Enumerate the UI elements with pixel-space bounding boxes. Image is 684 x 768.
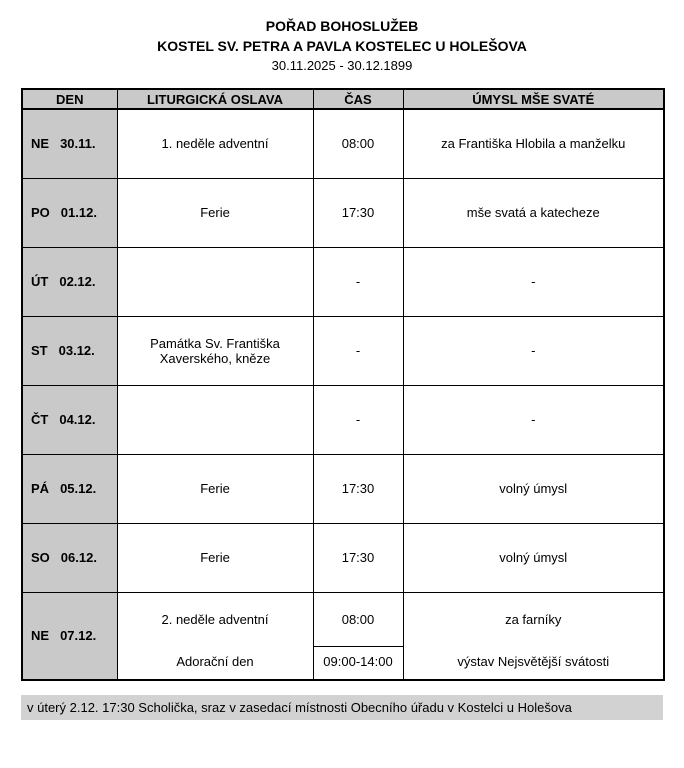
celebration-cell: [117, 247, 313, 316]
time-cell: 17:30: [313, 454, 403, 523]
time-stack: [314, 593, 403, 677]
celebration-cell: Památka Sv. Františka Xaverského, kněze: [117, 316, 313, 385]
day-cell: [22, 178, 117, 247]
document-header: [21, 16, 663, 76]
page-subtitle: KOSTEL SV. PETRA A PAVLA KOSTELEC U HOLEŠOVA: [157, 38, 527, 54]
intention-stack: [404, 593, 664, 677]
day-abbrev: PO: [31, 205, 50, 220]
day-abbrev: NE: [31, 136, 50, 152]
day-date: 07.12.: [60, 628, 97, 644]
day-abbrev: PÁ: [31, 481, 50, 496]
table-row: [22, 385, 664, 454]
day-abbrev: NE: [31, 628, 50, 644]
intention-cell: mše svatá a katecheze: [403, 178, 664, 247]
day-cell: [22, 316, 117, 385]
intention-line2: výstav Nejsvětější svátosti: [457, 653, 610, 669]
time-line1: 08:00: [341, 611, 375, 627]
day-abbrev: ST: [31, 343, 48, 358]
day-cell: [22, 523, 117, 592]
time-line2: 09:00-14:00: [314, 646, 403, 677]
time-cell: 17:30: [313, 178, 403, 247]
celebration-cell: Ferie: [117, 178, 313, 247]
footer-note: v úterý 2.12. 17:30 Scholička, sraz v zasedací místnosti Obecního úřadu v Kostelci u Holešova: [21, 695, 663, 720]
table-header-row: [22, 89, 664, 109]
intention-cell: -: [403, 385, 664, 454]
intention-line1: za farníky: [505, 611, 562, 627]
table-row: [22, 523, 664, 592]
intention-cell: za Františka Hlobila a manželku: [403, 109, 664, 178]
day-date: 30.11.: [60, 136, 96, 152]
intention-cell: [403, 592, 664, 680]
intention-cell: -: [403, 247, 664, 316]
day-date: 01.12.: [60, 205, 97, 220]
time-cell: -: [313, 316, 403, 385]
date-range: 30.11.2025 - 30.12.1899: [271, 58, 413, 73]
day-date: 02.12.: [59, 274, 96, 289]
intention-cell: volný úmysl: [403, 523, 664, 592]
time-cell: [313, 592, 403, 680]
intention-cell: volný úmysl: [403, 454, 664, 523]
celebration-line1: 2. neděle adventní: [161, 611, 269, 627]
day-date: 04.12.: [59, 412, 96, 427]
day-cell: [22, 247, 117, 316]
page-title: POŘAD BOHOSLUŽEB: [265, 18, 419, 34]
celebration-cell: [117, 592, 313, 680]
table-row: [22, 592, 664, 680]
col-header-cas: ČAS: [313, 89, 403, 109]
table-row: [22, 454, 664, 523]
col-header-oslava: LITURGICKÁ OSLAVA: [117, 89, 313, 109]
col-header-den: DEN: [22, 89, 117, 109]
intention-cell: -: [403, 316, 664, 385]
day-abbrev: SO: [31, 550, 50, 565]
table-row: [22, 109, 664, 178]
day-cell: [22, 454, 117, 523]
time-cell: 08:00: [313, 109, 403, 178]
celebration-stack: [118, 593, 313, 677]
day-date: 03.12.: [58, 343, 95, 358]
day-cell: [22, 385, 117, 454]
celebration-cell: Ferie: [117, 454, 313, 523]
celebration-cell: 1. neděle adventní: [117, 109, 313, 178]
day-abbrev: ÚT: [31, 274, 49, 289]
time-cell: -: [313, 247, 403, 316]
day-date: 05.12.: [60, 481, 97, 496]
day-date: 06.12.: [60, 550, 97, 565]
table-row: [22, 247, 664, 316]
schedule-table: [21, 88, 665, 681]
table-row: [22, 316, 664, 385]
table-row: [22, 178, 664, 247]
celebration-line2: Adorační den: [176, 653, 254, 669]
day-cell: [22, 592, 117, 680]
celebration-cell: Ferie: [117, 523, 313, 592]
col-header-umysl: ÚMYSL MŠE SVATÉ: [403, 89, 664, 109]
day-cell: [22, 109, 117, 178]
celebration-cell: [117, 385, 313, 454]
time-cell: 17:30: [313, 523, 403, 592]
day-abbrev: ČT: [31, 412, 49, 427]
time-cell: -: [313, 385, 403, 454]
